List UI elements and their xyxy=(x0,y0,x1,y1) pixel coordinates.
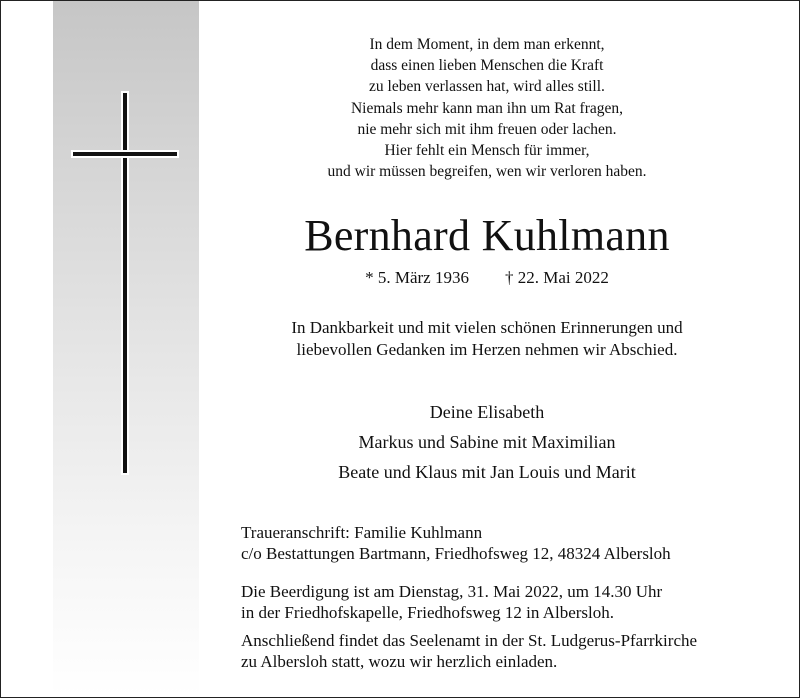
requiem-line: Anschließend findet das Seelenamt in der St. Ludgerus-Pfarrkirche xyxy=(241,631,698,650)
poem-line: Niemals mehr kann man ihn um Rat fragen, xyxy=(350,99,624,117)
deceased-name: Bernhard Kuhlmann xyxy=(304,211,670,260)
farewell-line: In Dankbarkeit und mit vielen schönen Erinnerungen und xyxy=(291,318,683,337)
poem-line: Hier fehlt ein Mensch für immer, xyxy=(384,142,590,160)
memorial-poem xyxy=(237,34,737,182)
funeral-info xyxy=(241,582,781,623)
birth-date: * 5. März 1936 xyxy=(365,268,469,287)
requiem-line: zu Albersloh statt, wozu wir herzlich einladen. xyxy=(241,651,558,671)
farewell-text xyxy=(237,317,737,361)
cross-horizontal-beam xyxy=(73,152,177,156)
poem-line: In dem Moment, in dem man erkennt, xyxy=(369,36,605,53)
mourners-list xyxy=(237,397,737,487)
mourner-line: Markus und Sabine mit Maximilian xyxy=(358,432,616,452)
poem-line: nie mehr sich mit ihm freuen oder lachen. xyxy=(357,120,617,138)
mourner-line: Beate und Klaus mit Jan Louis und Marit xyxy=(338,462,636,482)
funeral-line: in der Friedhofskapelle, Friedhofsweg 12 in Albersloh. xyxy=(241,602,614,622)
address-line: c/o Bestattungen Bartmann, Friedhofsweg 12, 48324 Albersloh xyxy=(241,543,671,563)
death-date: † 22. Mai 2022 xyxy=(504,268,609,287)
mourner-line: Deine Elisabeth xyxy=(429,402,545,422)
mourning-address xyxy=(241,523,781,564)
poem-line: zu leben verlassen hat, wird alles still. xyxy=(369,78,605,96)
poem-line: und wir müssen begreifen, wen wir verloren haben. xyxy=(327,163,647,181)
cross-vertical-beam xyxy=(123,93,127,473)
farewell-line: liebevollen Gedanken im Herzen nehmen wir Abschied. xyxy=(296,340,678,359)
poem-line: dass einen lieben Menschen die Kraft xyxy=(370,57,604,75)
address-line: Traueranschrift: Familie Kuhlmann xyxy=(241,523,483,542)
funeral-line: Die Beerdigung ist am Dienstag, 31. Mai 2022, um 14.30 Uhr xyxy=(241,582,663,601)
life-dates xyxy=(237,267,737,289)
requiem-info xyxy=(241,631,781,672)
